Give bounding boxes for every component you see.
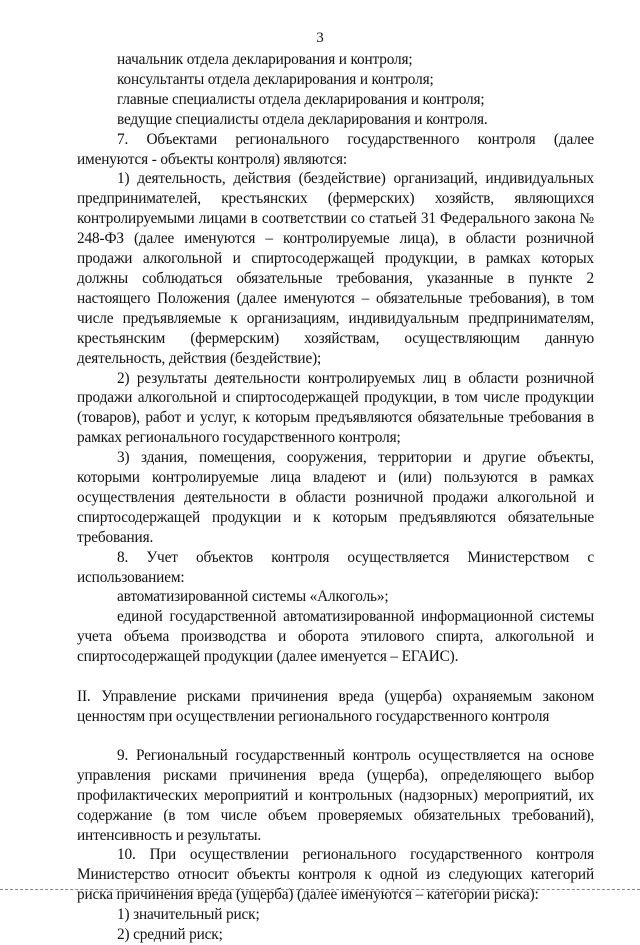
spacer: [77, 667, 594, 687]
paragraph-clause-9: 9. Региональный государственный контроль осуществляется на основе управления рисками причинения вреда (ущерба), определяющего выбор профилактических мероприятий и контрольных (надзорных) мероприятий, их содержание (в том числе объем проверяемых обязательных требований), интенсивность и результаты.: [77, 746, 594, 844]
page-bottom-rule: [0, 889, 640, 890]
paragraph-risk-significant: 1) значительный риск;: [117, 906, 260, 924]
paragraph-clause-7-1: 1) деятельность, действия (бездействие) организаций, индивидуальных предпринимателей, крестьянских (фермерских) хозяйств, являющихся контролируемыми лицами в соответствии со статьей 31 Федерального закона № 248-ФЗ (далее именуются – контролируемые лица), в области розничной продажи алкогольной и спиртосодержащей продукции, в рамках которых должны соблюдаться обязательные требования, указанные в пункте 2 настоящего Положения (далее именуются – обязательные требования), в том числе предъявляемые к организациям, индивидуальным предпринимателям, крестьянским (фермерским) хозяйствам, осуществляющим данную деятельность, действия (бездействие);: [77, 170, 594, 367]
paragraph-risk-medium: 2) средний риск;: [117, 926, 223, 944]
paragraph-staff-1: начальник отдела декларирования и контроля;: [117, 51, 413, 68]
paragraph-clause-8: 8. Учет объектов контроля осуществляется Министерством с использованием:: [77, 548, 594, 586]
spacer: [77, 727, 594, 746]
paragraph-clause-10: 10. При осуществлении регионального государственного контроля Министерство относит объекты контроля к одной из следующих категорий риска причинения вреда (ущерба) (далее именуются – категории риска):: [77, 846, 594, 904]
paragraph-clause-7-2: 2) результаты деятельности контролируемых лиц в области розничной продажи алкогольной и спиртосодержащей продукции, в том числе продукции (товаров), работ и услуг, к которым предъявляются обязательные требования в рамках регионального государственного контроля;: [77, 369, 594, 447]
page-number: 3: [316, 30, 324, 46]
paragraph-clause-8-item-2: единой государственной автоматизированной информационной системы учета объема производства и оборота этилового спирта, алкогольной и спиртосодержащей продукции (далее именуется – ЕГАИС).: [77, 608, 594, 666]
paragraph-staff-2: консультанты отдела декларирования и контроля;: [117, 70, 434, 88]
paragraph-staff-3: главные специалисты отдела декларирования и контроля;: [117, 90, 485, 108]
paragraph-clause-7-3: 3) здания, помещения, сооружения, территории и другие объекты, которыми контролируемые лица владеют и (или) пользуются в рамках осуществления деятельности в области розничной продажи алкогольной и спиртосодержащей продукции и к которым предъявляются обязательные требования.: [77, 449, 594, 546]
paragraph-staff-4: ведущие специалисты отдела декларирования и контроля.: [117, 110, 488, 128]
paragraph-clause-8-item-1: автоматизированной системы «Алкоголь»;: [117, 588, 389, 606]
section-heading: II. Управление рисками причинения вреда (ущерба) охраняемым законом ценностям при осуществлении регионального государственного контроля: [77, 688, 594, 725]
paragraph-clause-7: 7. Объектами регионального государственного контроля (далее именуются - объекты контроля) являются:: [77, 130, 594, 168]
document-body: [77, 50, 594, 945]
